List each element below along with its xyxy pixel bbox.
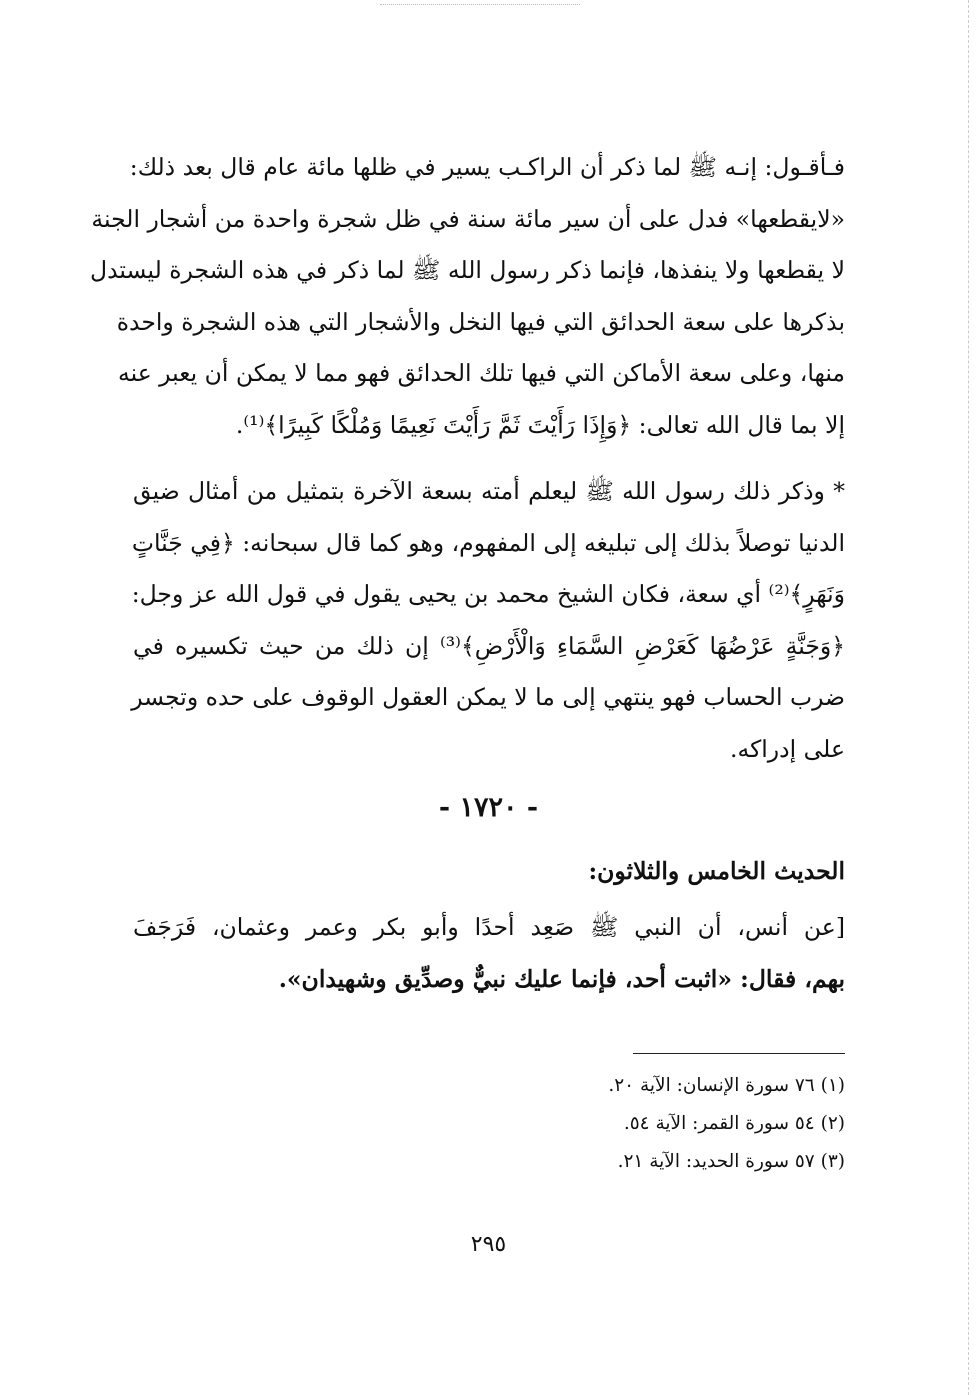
footnote-2: (٢) ٥٤ سورة القمر: الآية ٥٤. [623, 1113, 845, 1134]
text-line: الدنيا توصلاً بذلك إلى تبليغه إلى المفهوم، وهو كما قال سبحانه: ﴿فِي جَنَّاتٍ [131, 528, 845, 557]
commentary-paragraph-1 [90, 142, 845, 451]
footnote-1: (١) ٧٦ سورة الإنسان: الآية ٢٠. [608, 1075, 845, 1096]
scan-right-edge [968, 0, 969, 1395]
commentary-paragraph-2 [133, 466, 845, 775]
text-line: بهم، فقال: «اثبت أحد، فإنما عليك نبيٌّ وصدِّيق وشهيدان». [278, 964, 845, 993]
text-line: «لايقطعها» فدل على أن سير مائة سنة في ظل شجرة واحدة من أشجار الجنة [91, 204, 845, 233]
text-line: ضرب الحساب فهو ينتهي إلى ما لا يمكن العقول الوقوف على حده وتجسر [131, 683, 845, 711]
hadith-title-text: الحديث الخامس والثلاثون: [588, 857, 845, 885]
text-line: بذكرها على سعة الحدائق التي فيها النخل والأشجار التي هذه الشجرة واحدة [116, 307, 845, 336]
text-line: * وذكر ذلك رسول الله ﷺ ليعلم أمته بسعة الآخرة بتمثيل من أمثال ضيق [133, 477, 845, 505]
text-line: لا يقطعها ولا ينفذها، فإنما ذكر رسول الله ﷺ لما ذكر في هذه الشجرة ليستدل [90, 256, 845, 284]
text-line: إلا بما قال الله تعالى: ﴿وَإِذَا رَأَيْتَ ثَمَّ رَأَيْتَ نَعِيمًا وَمُلْكًا كَبِيرًا﴾⁽¹⁾. [235, 410, 845, 439]
text-line: على إدراكه. [730, 734, 845, 763]
text-line: منها، وعلى سعة الأماكن التي فيها تلك الحدائق فهو مما لا يمكن أن يعبر عنه [118, 359, 845, 387]
text-line: [عن أنس، أن النبي ﷺ صَعِد أحدًا وأبو بكر وعمر وعثمان، فَرَجَفَ [133, 913, 845, 941]
text-line: ﴿وَجَنَّةٍ عَرْضُهَا كَعَرْضِ السَّمَاءِ وَالْأَرْضِ﴾⁽³⁾ إن ذلك من حيث تكسيره في [133, 631, 845, 660]
hadith-text [133, 902, 845, 1005]
footnote-3: (٣) ٥٧ سورة الحديد: الآية ٢١. [617, 1151, 845, 1172]
page-number: ٢٩٥ [470, 1232, 507, 1257]
hadith-title [133, 846, 845, 898]
text-line: وَنَهَرٍ﴾⁽²⁾ أي سعة، فكان الشيخ محمد بن يحيى يقول في قول الله عز وجل: [131, 580, 845, 608]
footnote-divider [633, 1053, 845, 1054]
text-line: فـأقـول: إنـه ﷺ لما ذكر أن الراكـب يسير في ظلها مائة عام قال بعد ذلك: [129, 153, 845, 181]
footnotes [445, 1067, 845, 1181]
hadith-number: - ١٧٢٠ - [438, 792, 539, 823]
scan-top-edge [380, 4, 580, 5]
